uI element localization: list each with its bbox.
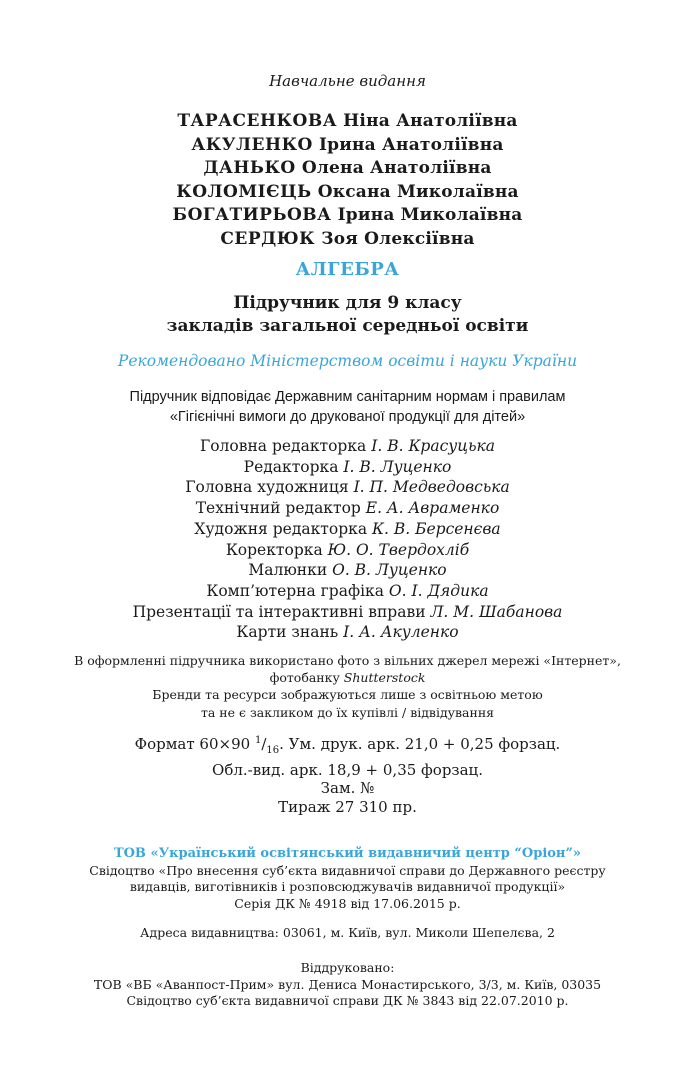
author-surname: ДАНЬКО — [203, 158, 296, 178]
sanitary-note — [0, 387, 695, 427]
author-given-name: Ніна Анатоліївна — [343, 111, 518, 131]
format-suffix: . Ум. друк. арк. 21,0 + 0,25 форзац. — [279, 735, 561, 753]
staff-list — [0, 436, 695, 643]
photo-source-prefix: фотобанку — [269, 670, 340, 686]
recommendation-note: Рекомендовано Міністерством освіти і науки України — [117, 352, 578, 370]
staff-name: І. П. Медведовська — [353, 478, 510, 497]
authors-list — [0, 110, 695, 251]
printer-block — [0, 960, 695, 1010]
photo-credits — [0, 652, 695, 721]
staff-name: Е. А. Авраменко — [365, 499, 500, 518]
publisher-block — [0, 846, 695, 912]
print-run: Тираж 27 310 пр. — [278, 797, 417, 816]
staff-name: О. І. Дядика — [388, 581, 489, 600]
photo-line: Бренди та ресурси зображуються лише з освітньою метою — [152, 687, 543, 703]
staff-line — [0, 540, 695, 561]
edition-type: Навчальне видання — [269, 72, 426, 90]
publisher-address: Адреса видавництва: 03061, м. Київ, вул. Миколи Шепелєва, 2 — [140, 925, 555, 940]
publisher-name: ТОВ «Український освітянський видавничий центр “Оріон”» — [113, 846, 582, 861]
format-fraction-denominator: 16 — [266, 745, 280, 756]
photo-line: В оформленні підручника використано фото з вільних джерел мережі «Інтернет», — [74, 653, 621, 668]
textbook-description — [0, 292, 695, 338]
author-given-name: Олена Анатоліївна — [301, 158, 492, 178]
publisher-line: Свідоцтво «Про внесення суб’єкта видавничої справи до Державного реєстру — [89, 862, 606, 878]
publisher-line: видавців, виготівників і розповсюджувачів видавничої продукції» — [129, 879, 566, 894]
staff-line — [0, 477, 695, 498]
photo-source-name: Shutterstock — [343, 670, 426, 686]
staff-role: Комп’ютерна графіка — [206, 581, 384, 600]
staff-role: Головна редакторка — [199, 437, 367, 455]
printer-label: Віддруковано: — [300, 960, 395, 975]
author-line — [0, 204, 695, 228]
format-details — [0, 732, 695, 816]
staff-role: Редакторка — [243, 457, 339, 476]
publisher-line: Серія ДК № 4918 від 17.06.2015 р. — [234, 895, 461, 911]
staff-line — [0, 498, 695, 519]
printer-line: ТОВ «ВБ «Аванпост-Прим» вул. Дениса Монастирського, 3/3, м. Київ, 03035 — [93, 976, 602, 992]
format-line: Формат 60×90 $^1/_{16}$. Ум. друк. арк. 21,0 + 0,25 форзац. — [134, 735, 561, 756]
format-line: Обл.-вид. арк. 18,9 + 0,35 форзац. — [212, 760, 483, 779]
staff-role: Головна художниця — [185, 478, 349, 497]
staff-line — [0, 457, 695, 478]
subject-title: АЛГЕБРА — [295, 259, 400, 280]
author-given-name: Оксана Миколаївна — [317, 181, 519, 202]
order-number: Зам. № — [320, 779, 375, 797]
textbook-line: закладів загальної середньої освіти — [166, 316, 529, 336]
staff-role: Технічний редактор — [195, 499, 361, 518]
author-given-name: Ірина Анатоліївна — [318, 134, 504, 155]
author-line — [0, 134, 695, 158]
format-prefix: Формат 60×90 — [134, 735, 251, 753]
author-surname: КОЛОМІЄЦЬ — [176, 181, 312, 202]
author-line — [0, 110, 695, 134]
photo-line: та не є закликом до їх купівлі / відвідування — [200, 704, 495, 720]
staff-name: К. В. Берсенєва — [372, 519, 501, 538]
staff-name: Ю. О. Твердохліб — [327, 540, 470, 559]
author-given-name: Зоя Олексіївна — [321, 228, 475, 249]
staff-name: І. В. Луценко — [343, 457, 452, 476]
author-line — [0, 157, 695, 181]
staff-name: І. А. Акуленко — [343, 623, 459, 642]
staff-role: Художня редакторка — [194, 519, 368, 538]
format-fraction-numerator: 1 — [254, 735, 262, 746]
staff-name: І. В. Красуцька — [371, 437, 496, 455]
staff-role: Презентації та інтерактивні вправи — [132, 602, 426, 621]
staff-line — [0, 622, 695, 643]
sanitary-line: «Гігієнічні вимоги до друкованої продукції для дітей» — [169, 409, 526, 425]
staff-name: Л. М. Шабанова — [430, 602, 563, 621]
staff-line — [0, 519, 695, 540]
author-surname: АКУЛЕНКО — [191, 134, 313, 155]
author-line — [0, 181, 695, 205]
printer-line: Свідоцтво суб’єкта видавничої справи ДК № 3843 від 22.07.2010 р. — [126, 993, 569, 1008]
photo-line — [0, 669, 695, 686]
staff-line — [0, 436, 695, 457]
author-surname: БОГАТИРЬОВА — [172, 205, 332, 225]
author-given-name: Ірина Миколаївна — [337, 205, 523, 225]
staff-role: Карти знань — [236, 623, 339, 642]
staff-line — [0, 581, 695, 602]
textbook-line: Підручник для 9 класу — [233, 293, 462, 313]
staff-role: Малюнки — [248, 561, 328, 580]
author-surname: ТАРАСЕНКОВА — [177, 111, 338, 131]
sanitary-line: Підручник відповідає Державним санітарним нормам і правилам — [129, 389, 566, 405]
staff-name: О. В. Луценко — [332, 561, 447, 580]
staff-line — [0, 602, 695, 623]
author-line — [0, 228, 695, 252]
author-surname: СЕРДЮК — [220, 228, 316, 249]
staff-line — [0, 560, 695, 581]
staff-role: Коректорка — [225, 540, 323, 559]
